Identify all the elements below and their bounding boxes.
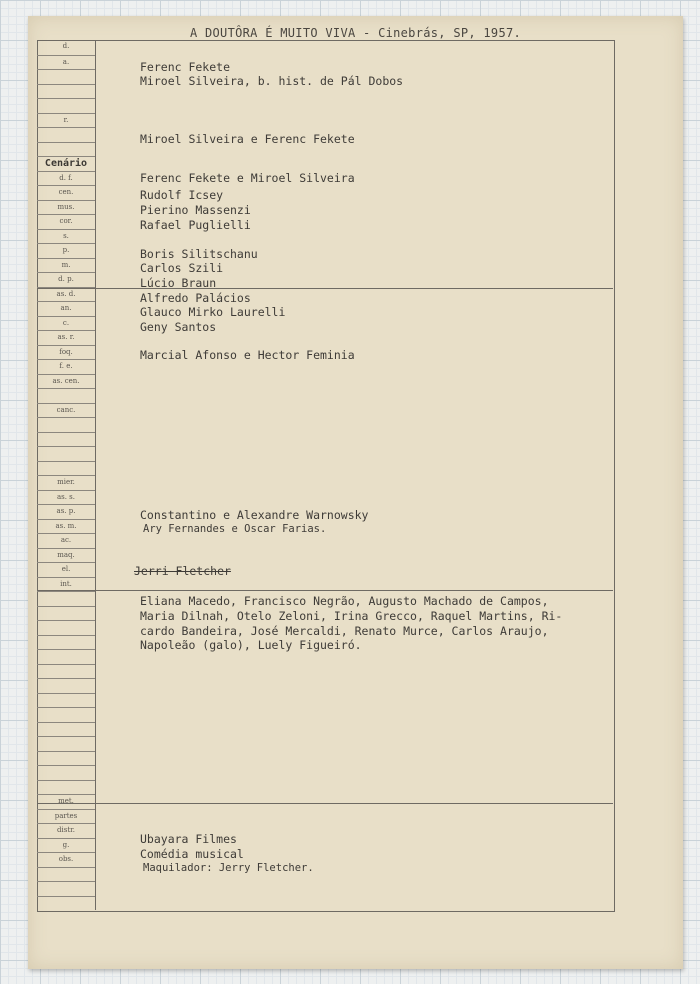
field-label: [37, 142, 95, 157]
field-label: p.: [37, 243, 95, 258]
ass-som-value: Constantino e Alexandre Warnowsky: [140, 508, 369, 522]
musica-value: Rafael Puglielli: [140, 218, 251, 232]
producao-value: Carlos Szili: [140, 261, 224, 275]
montagem-value: Lúcio Braun: [140, 276, 217, 290]
field-label: cen.: [37, 185, 95, 200]
field-label: mus.: [37, 200, 95, 215]
field-label: [37, 896, 95, 911]
field-label: [37, 591, 95, 606]
field-label: f. e.: [37, 359, 95, 374]
field-label: [37, 446, 95, 461]
interpretes-line: Eliana Macedo, Francisco Negrão, Augusto Machado de Campos,: [140, 594, 549, 608]
field-label: [37, 84, 95, 99]
field-label: canc.: [37, 403, 95, 418]
section-divider: [37, 288, 613, 289]
field-label: [37, 635, 95, 650]
dir-producao-value: Alfredo Palácios: [140, 291, 251, 305]
observacoes-value: Maquilador: Jerry Fletcher.: [143, 862, 314, 874]
field-label: ac.: [37, 533, 95, 548]
distribuicao-value: Ubayara Filmes: [140, 832, 237, 846]
field-label: d. p.: [37, 272, 95, 287]
field-label: met.: [37, 794, 95, 809]
field-label: a.: [37, 55, 95, 70]
field-label: [37, 678, 95, 693]
anotacao-value: Geny Santos: [140, 320, 217, 334]
field-label: [37, 432, 95, 447]
label-column: [37, 40, 96, 910]
field-label: [37, 736, 95, 751]
field-label: m.: [37, 258, 95, 273]
field-label: [37, 722, 95, 737]
section-divider: [37, 803, 613, 804]
ass-realizacao-value: Marcial Afonso e Hector Feminia: [140, 348, 355, 362]
field-label: obs.: [37, 852, 95, 867]
field-label: maq.: [37, 548, 95, 563]
field-label: as. r.: [37, 330, 95, 345]
dir-fotografia-value: Rudolf Icsey: [140, 188, 224, 202]
field-label: d. f.: [37, 171, 95, 186]
field-label: partes: [37, 809, 95, 824]
field-label: as. p.: [37, 504, 95, 519]
interpretes-line: cardo Bandeira, José Mercaldi, Renato Murce, Carlos Araujo,: [140, 624, 549, 638]
direcao-value: Ferenc Fekete: [140, 60, 231, 74]
field-label: Cenário: [37, 156, 95, 171]
interpretes-line: Maria Dilnah, Otelo Zeloni, Irina Grecco, Raquel Martins, Ri-: [140, 609, 563, 623]
field-label: [37, 620, 95, 635]
cenario-value: Ferenc Fekete e Miroel Silveira: [140, 171, 355, 185]
field-label: [37, 780, 95, 795]
field-label: mier.: [37, 475, 95, 490]
field-label: [37, 867, 95, 882]
field-label: [37, 649, 95, 664]
field-label: [37, 606, 95, 621]
field-label: distr.: [37, 823, 95, 838]
field-label: d.: [62, 42, 70, 50]
field-label: c.: [37, 316, 95, 331]
genero-value: Comédia musical: [140, 847, 244, 861]
field-label: [37, 751, 95, 766]
argumento-value: Miroel Silveira, b. hist. de Pál Dobos: [140, 74, 404, 88]
field-label: [37, 881, 95, 896]
maquilagem-value: Jerri Fletcher: [134, 564, 231, 578]
field-label: [37, 765, 95, 780]
field-label: int.: [37, 577, 95, 592]
field-label: as. d.: [37, 287, 95, 302]
field-label: [37, 69, 95, 84]
field-label: [37, 417, 95, 432]
roteiro-value: Miroel Silveira e Ferenc Fekete: [140, 132, 355, 146]
section-divider: [37, 590, 613, 591]
field-label: r.: [37, 113, 95, 128]
field-label: as. cen.: [37, 374, 95, 389]
field-label: s.: [37, 229, 95, 244]
ass-producao-value: Ary Fernandes e Oscar Farias.: [143, 523, 327, 535]
field-label: [37, 98, 95, 113]
field-label: [37, 461, 95, 476]
field-label: [37, 127, 95, 142]
field-label: g.: [37, 838, 95, 853]
field-label: an.: [37, 301, 95, 316]
cenografia-value: Pierino Massenzi: [140, 203, 251, 217]
field-label: cor.: [37, 214, 95, 229]
field-label: [37, 707, 95, 722]
field-label: as. s.: [37, 490, 95, 505]
ass-direcao-value: Glauco Mirko Laurelli: [140, 305, 286, 319]
som-value: Boris Silitschanu: [140, 247, 258, 261]
field-label: as. m.: [37, 519, 95, 534]
field-label: foq.: [37, 345, 95, 360]
card-title: A DOUTÔRA É MUITO VIVA - Cinebrás, SP, 1957.: [189, 26, 522, 40]
field-label: el.: [37, 562, 95, 577]
field-label: [37, 388, 95, 403]
field-label: [37, 693, 95, 708]
field-label: [37, 664, 95, 679]
interpretes-line: Napoleão (galo), Luely Figueiró.: [140, 638, 362, 652]
